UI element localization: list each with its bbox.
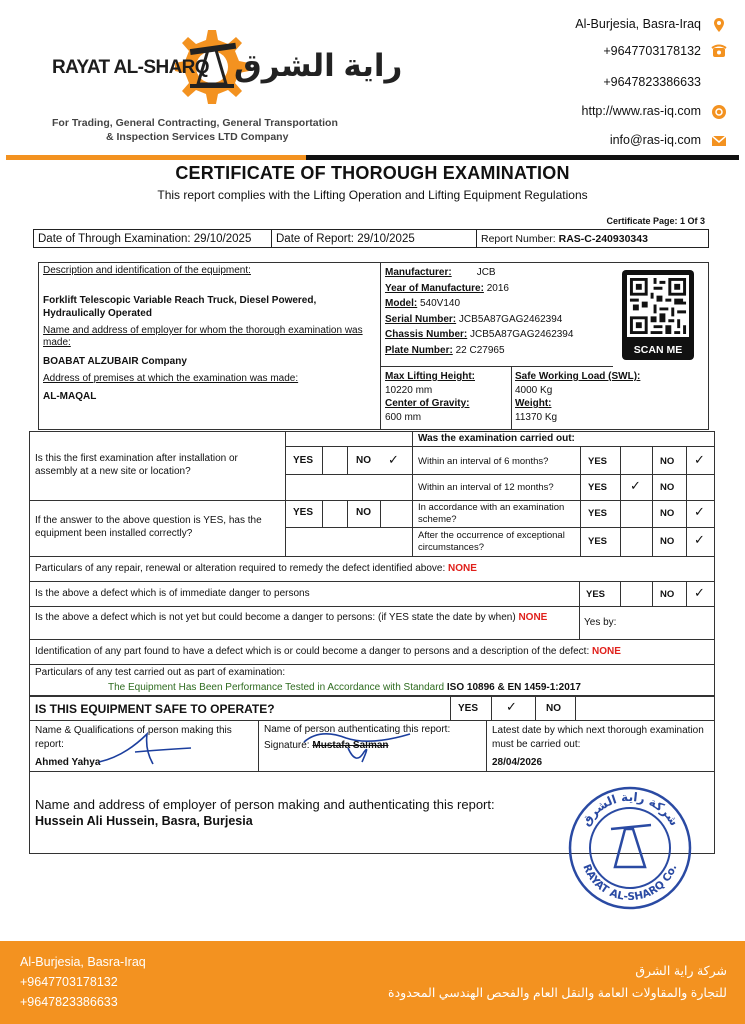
equipment-divider (380, 262, 381, 430)
c2-no: NO (660, 482, 675, 493)
c3-no-check-icon: ✓ (694, 504, 705, 519)
certificate-page: Certificate Page: 1 Of 3 (606, 216, 705, 226)
q-vl-g (620, 446, 621, 557)
dn-vl-1 (579, 581, 580, 607)
danger-future-text: Is the above a defect which is not yet but could become a danger to persons: (if YES state the date by when) NONE (35, 612, 548, 623)
stamp-bottom-text: RAYAT AL-SHARQ Co. (580, 862, 680, 904)
safe-no: NO (546, 703, 561, 714)
footer-address: Al-Burjesia, Basra-Iraq (20, 955, 146, 969)
safe-vl-1 (450, 696, 451, 721)
lifting-height-block: Max Lifting Height: 10220 mm Center of Gravity: 600 mm (385, 371, 475, 423)
person-label: Name & Qualifications of person making this report: (35, 725, 232, 750)
q-hline-5 (412, 474, 715, 475)
report-number-cell: Report Number: RAS-C-240930343 (477, 230, 709, 248)
safe-vl-2 (491, 696, 492, 721)
equipment-hdivider (380, 366, 613, 367)
certificate-title: CERTIFICATE OF THOROUGH EXAMINATION (175, 163, 570, 183)
q1-yes: YES (293, 455, 314, 466)
q-hline-3 (29, 500, 715, 501)
carried-out-label: Was the examination carried out: (418, 433, 575, 444)
person-signature-icon (95, 728, 195, 770)
q-hline-4 (285, 527, 412, 528)
footer-ar-line1: شركة راية الشرق (635, 964, 727, 978)
swl-value: 4000 Kg (515, 384, 553, 396)
sig-vl-2 (486, 720, 487, 772)
exam-scheme: In accordance with an examination scheme? (418, 502, 565, 525)
q-vl-h (652, 446, 653, 557)
report-number: RAS-C-240930343 (558, 232, 648, 245)
max-lifting-height: 10220 mm (385, 384, 433, 396)
danger-now-no: NO (660, 589, 675, 600)
c4-no-check-icon: ✓ (694, 532, 705, 547)
q-vl-a (322, 446, 323, 474)
c1-no: NO (660, 456, 675, 467)
auth-label: Name of person authenticating this report: (264, 724, 451, 735)
q-vl-e (380, 500, 381, 527)
employer-label: Name and address of employer for whom the thorough examination was made: (43, 325, 363, 348)
plate-number: 22 C27965 (455, 344, 505, 356)
q-vl-c (322, 500, 323, 527)
dn-vl-4 (686, 581, 687, 607)
interval-12-months: Within an interval of 12 months? (418, 482, 554, 493)
location-pin-icon (711, 17, 727, 33)
q-vl-i (686, 446, 687, 557)
dn-vl-2 (620, 581, 621, 607)
weight-value: 11370 Kg (515, 411, 558, 423)
q-vl-b (347, 446, 348, 474)
qr-code-icon (627, 275, 689, 337)
q-divider-2 (412, 431, 413, 557)
q-vl-f (580, 446, 581, 557)
q2-no: NO (356, 507, 371, 518)
contact-website[interactable]: http://www.ras-iq.com (581, 104, 701, 118)
employer-person-label: Name and address of employer of person making and authenticating this report: (35, 797, 495, 812)
contact-phone-1: +9647703178132 (603, 44, 701, 58)
auth-signature-icon (300, 722, 420, 768)
c1-yes: YES (588, 456, 608, 467)
certificate-subtitle: This report complies with the Lifting Operation and Lifting Equipment Regulations (157, 188, 588, 202)
identify-value: NONE (592, 646, 621, 657)
q2-yes: YES (293, 507, 314, 518)
q-hline-1 (285, 446, 715, 447)
auth-name: Mustafa Salman (312, 740, 389, 751)
c3-no: NO (660, 508, 675, 519)
c1-no-check-icon: ✓ (694, 452, 705, 467)
report-date-cell: Date of Report: 29/10/2025 (272, 230, 477, 248)
contact-address: Al-Burjesia, Basra-Iraq (575, 17, 701, 31)
swl-divider (511, 366, 512, 430)
model: 540V140 (420, 298, 461, 309)
safe-question: IS THIS EQUIPMENT SAFE TO OPERATE? (35, 702, 275, 716)
repair-value: NONE (448, 563, 477, 574)
exam-date-cell: Date of Through Examination: 29/10/2025 (34, 230, 272, 248)
qr-code-card[interactable] (622, 270, 694, 360)
chassis-number: JCB5A87GAG2462394 (470, 329, 574, 340)
company-stamp-icon (567, 785, 693, 911)
contact-phone-2: +9647823386633 (603, 75, 701, 89)
sig-vl-1 (258, 720, 259, 772)
auth-signature: Signature: Mustafa Salman (264, 740, 389, 751)
scan-me-label: SCAN ME (633, 344, 683, 356)
c2-yes: YES (588, 482, 608, 493)
equipment-specs: Manufacturer: JCB Year of Manufacture: 2016 Model: 540V140 Serial Number: JCB5A87GAG2462394 Chassis Number: JCB5A87GAG2462394 Plate Number: 22 C27965 (385, 267, 574, 356)
question-first-exam: Is this the first examination after installation or assembly at a new site or location? (35, 453, 238, 477)
c4-yes: YES (588, 536, 608, 547)
q1-no-check-icon: ✓ (388, 452, 399, 467)
identify-text: Identification of any part found to have a defect which is or could become a danger to persons and a description of the defect: NONE (35, 646, 621, 657)
exceptional-circumstances: After the occurrence of exceptional circumstances? (418, 530, 565, 553)
c3-yes: YES (588, 508, 608, 519)
yes-by-label: Yes by: (584, 617, 617, 628)
footer-phone-2: +9647823386633 (20, 995, 118, 1009)
envelope-icon (711, 133, 727, 149)
dn-vl-3 (652, 581, 653, 607)
manufacturer: JCB (476, 267, 496, 278)
swl-block: Safe Working Load (SWL): 4000 Kg Weight: 11370 Kg (515, 371, 641, 423)
equipment-description: Forklift Telescopic Variable Reach Truck, Diesel Powered, Hydraulically Operated (43, 295, 317, 319)
premises-value: AL-MAQAL (43, 391, 97, 402)
tests-label: Particulars of any test carried out as part of examination: (35, 667, 286, 678)
c4-no: NO (660, 536, 675, 547)
repair-text: Particulars of any repair, renewal or alteration required to remedy the defect identified above: NONE (35, 563, 477, 574)
tests-standard: ISO 10896 & EN 1459-1:2017 (446, 682, 581, 693)
safe-vl-4 (575, 696, 576, 721)
danger-now-text: Is the above a defect which is of immediate danger to persons (35, 588, 310, 599)
question-installed-correctly: If the answer to the above question is YES, has the equipment been installed correctly? (35, 515, 262, 539)
contact-email[interactable]: info@ras-iq.com (609, 133, 701, 147)
svg-text:شركة راية الشرق (579, 790, 682, 829)
header-divider-accent (6, 155, 306, 160)
employer-name: BOABAT ALZUBAIR Company (43, 356, 187, 367)
desc-label: Description and identification of the equipment: (43, 265, 251, 276)
tests-value: The Equipment Has Been Performance Tested in Accordance with Standard ISO 10896 & EN 1459-1:2017 (108, 682, 581, 693)
danger-now-yes: YES (586, 589, 606, 600)
report-date: 29/10/2025 (357, 232, 415, 245)
company-tagline-2: & Inspection Services LTD Company (106, 131, 289, 143)
q-hline-2 (285, 474, 412, 475)
exam-date: 29/10/2025 (193, 232, 252, 245)
next-exam-date: 28/04/2026 (492, 757, 543, 768)
footer-ar-line2: للتجارة والمقاولات العامة والنقل العام والفحص الهندسي المحدودة (388, 986, 727, 1000)
stamp-top-text: شركة راية الشرق (578, 789, 682, 829)
globe-icon (711, 104, 727, 120)
safe-vl-3 (535, 696, 536, 721)
company-name-ar: راية الشرق (234, 48, 403, 83)
q-hline-6 (412, 527, 715, 528)
df-vl (579, 606, 580, 640)
q1-no: NO (356, 455, 371, 466)
company-tagline-1: For Trading, General Contracting, General Transportation (52, 117, 338, 129)
company-name-en: RAYAT AL-SHARQ (52, 57, 209, 78)
person-name: Ahmed Yahya (35, 757, 101, 768)
safe-yes: YES (458, 703, 479, 714)
dates-row (33, 229, 709, 248)
danger-future-value: NONE (518, 612, 548, 623)
employer-person-value: Hussein Ali Hussein, Basra, Burjesia (35, 814, 253, 828)
next-exam-label: Latest date by which next thorough examination must be carried out: (492, 725, 704, 750)
danger-now-check-icon: ✓ (694, 585, 705, 600)
footer-phone-1: +9647703178132 (20, 975, 118, 989)
center-of-gravity: 600 mm (385, 411, 422, 423)
q-vl-d (347, 500, 348, 527)
q-divider-1 (285, 431, 286, 557)
interval-6-months: Within an interval of 6 months? (418, 456, 549, 467)
c2-yes-check-icon: ✓ (630, 478, 641, 493)
telephone-icon (711, 43, 727, 59)
year: 2016 (486, 282, 509, 294)
premises-label: Address of premises at which the examination was made: (43, 373, 299, 384)
serial-number: JCB5A87GAG2462394 (458, 313, 563, 325)
safe-yes-check-icon: ✓ (506, 699, 517, 714)
